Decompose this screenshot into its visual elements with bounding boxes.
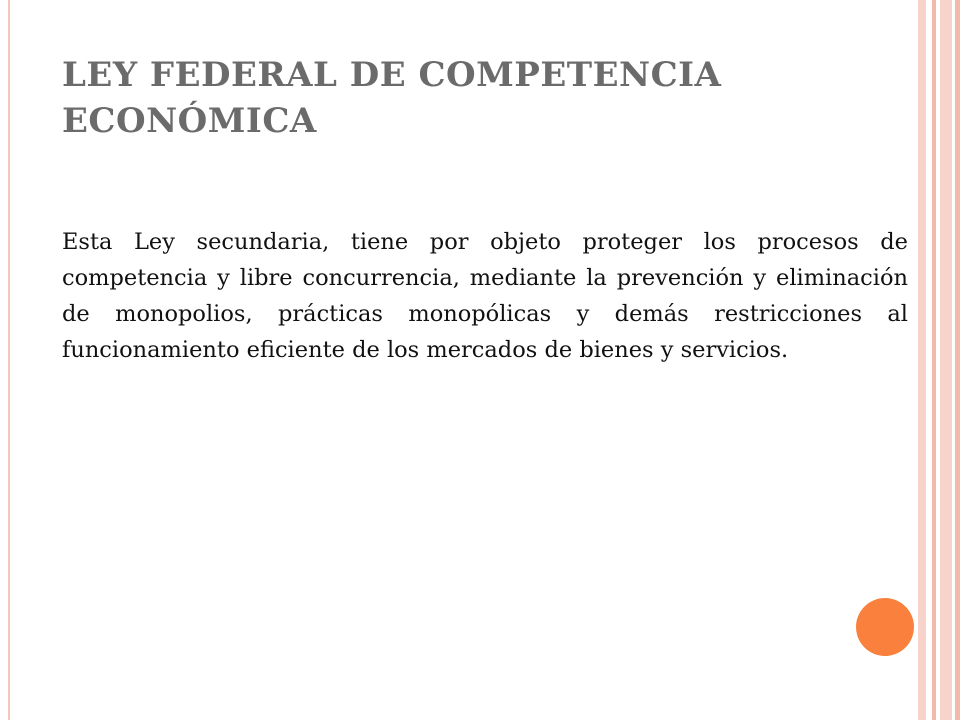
right-stripe	[955, 0, 960, 720]
right-stripe	[918, 0, 926, 720]
orange-circle-decoration	[856, 598, 914, 656]
slide-body-text: Esta Ley secundaria, tiene por objeto proteger los procesos de competencia y libre concurrencia, mediante la prevención y eliminación de monopolios, prácticas monopólicas y demás restricciones al funcionamiento eficiente de los mercados de bienes y servicios.	[62, 229, 908, 363]
slide-title: LEY FEDERAL DE COMPETENCIA ECONÓMICA	[62, 55, 722, 141]
left-border-line	[8, 0, 10, 720]
right-stripe	[940, 0, 952, 720]
